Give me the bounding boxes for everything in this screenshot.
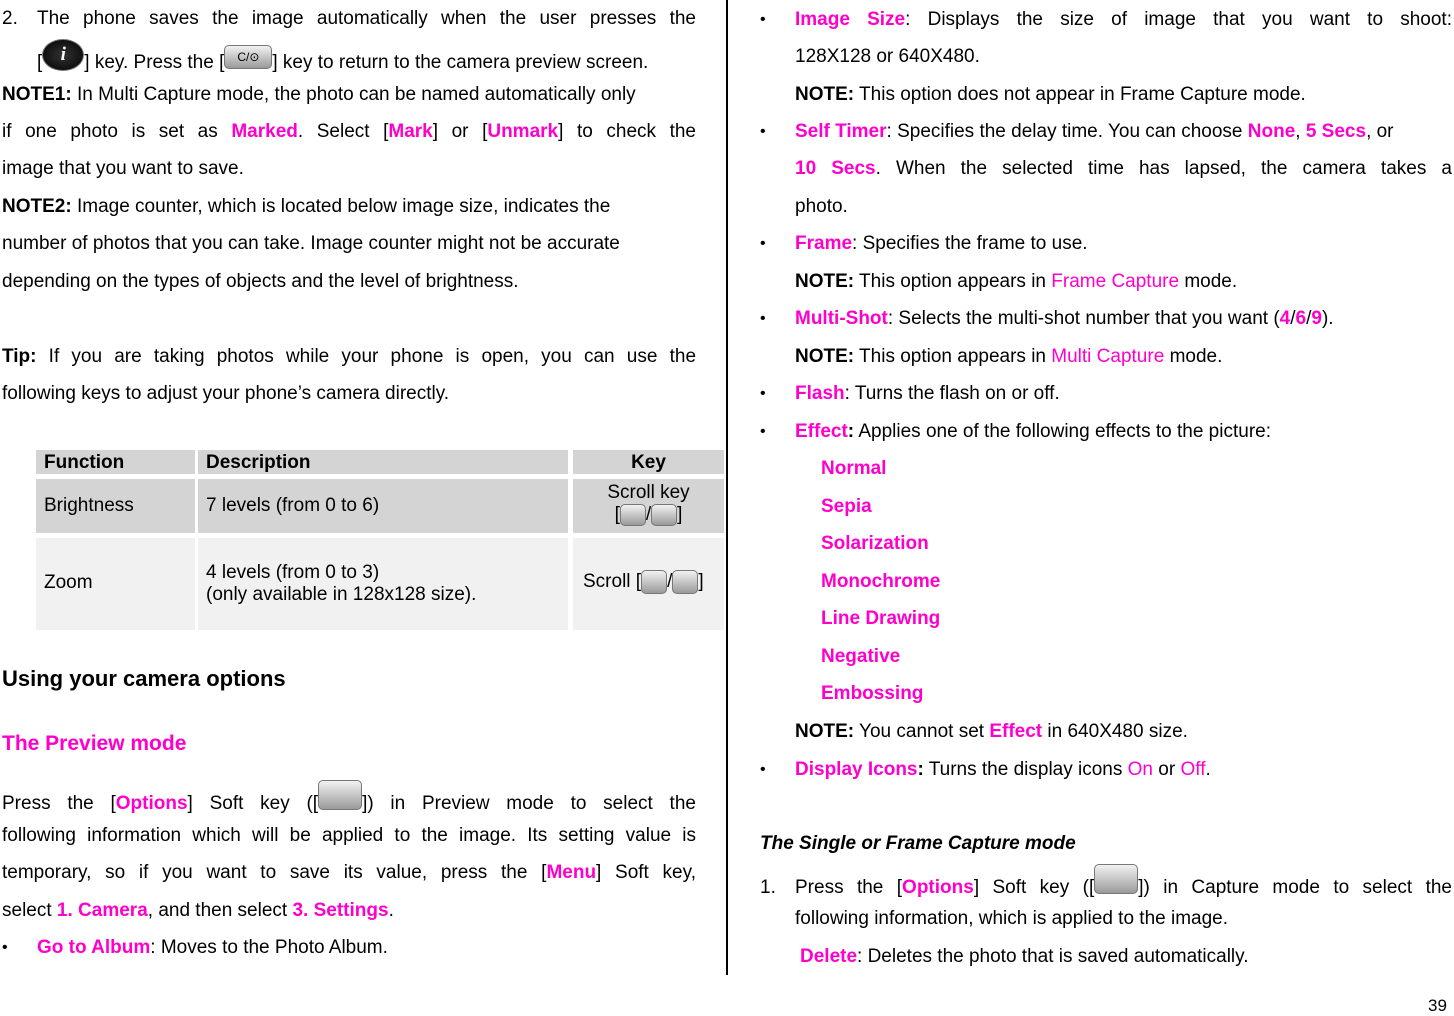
preview-line4: select 1. Camera, and then select 3. Settings. <box>2 900 394 921</box>
note2-line3: depending on the types of objects and the level of brightness. <box>2 271 519 292</box>
note1-line1: NOTE1: In Multi Capture mode, the photo can be named automatically only <box>2 84 636 105</box>
table-row-brightness-description: 7 levels (from 0 to 6) <box>198 479 568 533</box>
effect-option-sepia: Sepia <box>821 496 872 517</box>
image-size-note: NOTE: This option does not appear in Frame Capture mode. <box>795 84 1306 105</box>
delete-item: Delete: Deletes the photo that is saved automatically. <box>800 946 1249 967</box>
bullet-icon: • <box>760 123 766 140</box>
table-header-description: Description <box>198 450 568 474</box>
effect-note: NOTE: You cannot set Effect in 640X480 size. <box>795 721 1188 742</box>
note2-line1: NOTE2: Image counter, which is located below image size, indicates the <box>2 196 611 217</box>
tip-line2: following keys to adjust your phone’s camera directly. <box>2 383 450 404</box>
table-row-zoom-key: Scroll [ / ] <box>573 538 724 630</box>
image-size-line1: Image Size: Displays the size of image that you want to shoot: <box>795 9 1452 30</box>
bullet-icon: • <box>760 11 766 28</box>
bullet-icon: • <box>760 235 766 252</box>
effect-option-monochrome: Monochrome <box>821 571 941 592</box>
camera-toggle-key-icon: C/⊙ <box>224 45 272 69</box>
scroll-down-key-icon <box>672 570 698 594</box>
scroll-left-key-icon <box>620 504 646 526</box>
frame-note: NOTE: This option appears in Frame Capture mode. <box>795 271 1238 292</box>
scroll-right-key-icon <box>651 504 677 526</box>
preview-line2: following information which will be applied to the image. Its setting value is <box>2 825 696 846</box>
preview-line3: temporary, so if you want to save its value, press the [Menu] Soft key, <box>2 862 696 883</box>
flash-item: Flash: Turns the flash on or off. <box>795 383 1060 404</box>
soft-key-icon <box>1094 864 1138 894</box>
bullet-icon: • <box>760 761 766 778</box>
bullet-icon: • <box>2 939 8 956</box>
effect-option-embossing: Embossing <box>821 683 924 704</box>
section-title: Using your camera options <box>2 666 286 691</box>
frame-item: Frame: Specifies the frame to use. <box>795 233 1088 254</box>
note2-line2: number of photos that you can take. Image counter might not be accurate <box>2 233 620 254</box>
step2-number: 2. <box>2 8 18 29</box>
tip-line1: Tip: If you are taking photos while your phone is open, you can use the <box>2 346 697 367</box>
column-divider <box>726 0 728 975</box>
subsection-title: The Preview mode <box>2 732 187 755</box>
self-timer-line2: 10 Secs. When the selected time has lapsed, the camera takes a <box>795 158 1452 179</box>
step2-line2: [ i ] key. Press the [ C/⊙ ] key to return to the camera preview screen. <box>37 52 648 74</box>
info-key-icon: i <box>42 39 84 71</box>
effect-option-normal: Normal <box>821 458 887 479</box>
effect-item: Effect: Applies one of the following effects to the picture: <box>795 421 1271 442</box>
bullet-icon: • <box>760 385 766 402</box>
effect-option-negative: Negative <box>821 646 901 667</box>
image-size-line2: 128X128 or 640X480. <box>795 46 980 67</box>
note1-line2: if one photo is set as Marked. Select [Mark] or [Unmark] to check the <box>2 121 697 142</box>
step2-line1: The phone saves the image automatically when the user presses the <box>37 8 696 29</box>
single-capture-title: The Single or Frame Capture mode <box>760 833 1076 854</box>
note1-line3: image that you want to save. <box>2 158 244 179</box>
step1-line2: following information, which is applied to the image. <box>795 908 1229 929</box>
bullet-icon: • <box>760 310 766 327</box>
self-timer-line3: photo. <box>795 196 848 217</box>
step1-number: 1. <box>760 877 776 898</box>
soft-key-icon <box>318 780 362 810</box>
preview-line1: Press the [Options] Soft key ([ ]) in Preview mode to select the <box>2 793 696 815</box>
table-row-zoom-description: 4 levels (from 0 to 3) (only available in 128x128 size). <box>198 538 568 630</box>
go-to-album-item: Go to Album: Moves to the Photo Album. <box>37 937 388 958</box>
table-header-key: Key <box>573 450 724 474</box>
scroll-up-key-icon <box>641 570 667 594</box>
table-row-brightness-function: Brightness <box>36 479 195 533</box>
table-row-zoom-function: Zoom <box>36 538 195 630</box>
effect-option-line-drawing: Line Drawing <box>821 608 941 629</box>
multi-shot-note: NOTE: This option appears in Multi Capture mode. <box>795 346 1223 367</box>
step1-line1: Press the [Options] Soft key ([ ]) in Capture mode to select the <box>795 877 1452 899</box>
display-icons-item: Display Icons: Turns the display icons On or Off. <box>795 759 1211 780</box>
table-header-function: Function <box>36 450 195 474</box>
effect-option-solarization: Solarization <box>821 533 929 554</box>
multi-shot-item: Multi-Shot: Selects the multi-shot number that you want (4/6/9). <box>795 308 1334 329</box>
bullet-icon: • <box>760 423 766 440</box>
self-timer-line1: Self Timer: Specifies the delay time. You can choose None, 5 Secs, or <box>795 121 1394 142</box>
table-row-brightness-key: Scroll key [ / ] <box>573 479 724 533</box>
page-number: 39 <box>1428 996 1447 1015</box>
